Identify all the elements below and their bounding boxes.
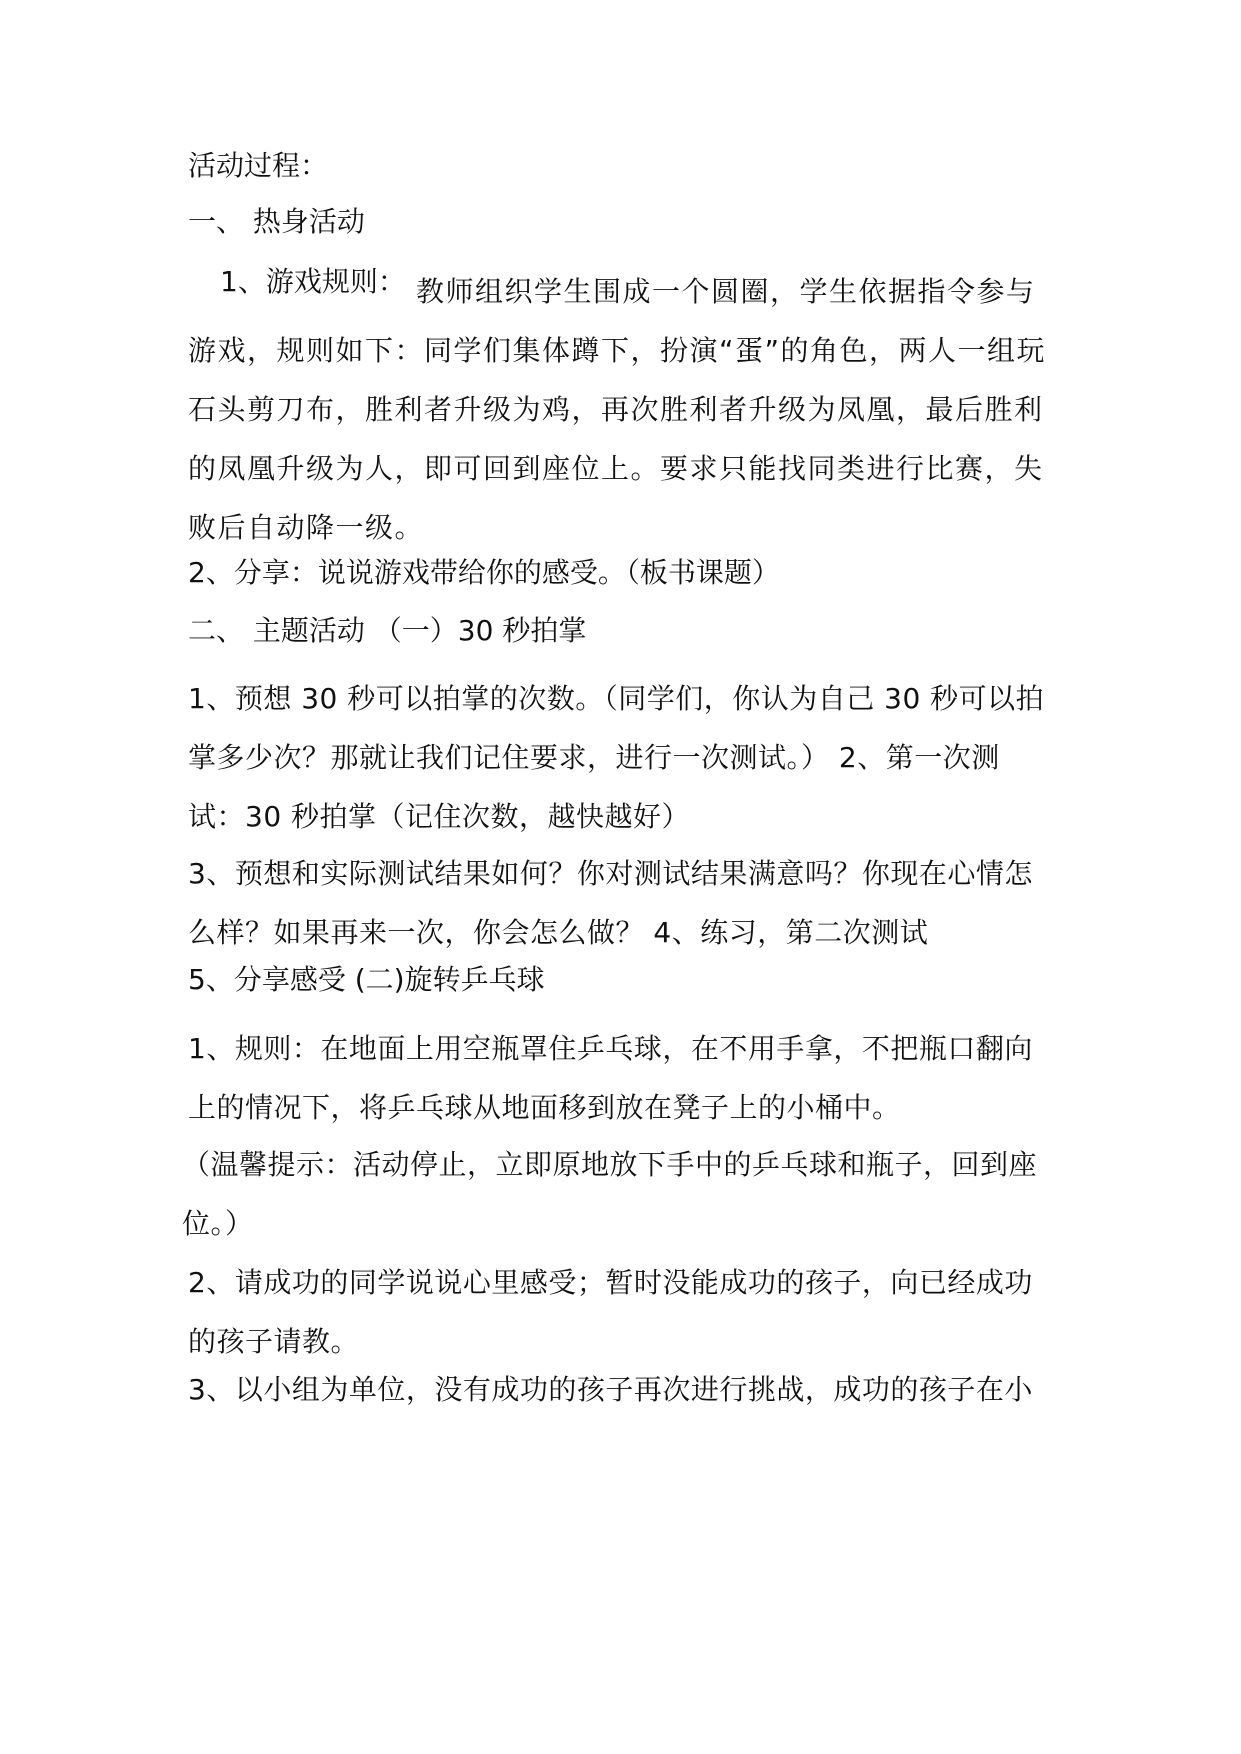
group-challenge-item: 3、以小组为单位，没有成功的孩子再次进行挑战，成功的孩子在小 [188,1373,1033,1406]
result-question-item: 3、预想和实际测试结果如何？你对测试结果满意吗？你现在心情怎么样？如果再来一次，你会怎么做？ 4、练习，第二次测试 [188,857,1033,949]
game-rules-label: 1、游戏规则： [220,265,406,298]
section-heading-warmup: 一、 热身活动 [188,205,365,238]
document-title: 活动过程： [188,149,329,182]
success-share-item: 2、请成功的同学说说心里感受；暂时没能成功的孩子，向已经成功的孩子请教。 [188,1266,1033,1358]
section-heading-main: 二、 主题活动 （一）30 秒拍掌 [188,614,587,647]
pingpong-rule-item: 1、规则：在地面上用空瓶罩住乒乓球，在不用手拿，不把瓶口翻向上的情况下，将乒乓球从地面移到放在凳子上的小桶中。 [188,1032,1033,1124]
game-rules-text: 教师组织学生围成一个圆圈，学生依据指令参与游戏，规则如下：同学们集体蹲下，扮演“蛋”的角色，两人一组玩石头剪刀布，胜利者升级为鸡，再次胜利者升级为凤凰，最后胜利的凤凰升级为人，即可回到座位上。要求只能找同类进行比赛，失败后自动降一级。 [188,275,1047,544]
share-item: 2、分享：说说游戏带给你的感受。（板书课题） [188,556,780,589]
warm-tip-item: （温馨提示：活动停止，立即原地放下手中的乒乓球和瓶子，回到座位。） [182,1148,1038,1240]
predict-clap-item: 1、预想 30 秒可以拍掌的次数。（同学们，你认为自己 30 秒可以拍掌多少次？那就让我们记住要求，进行一次测试。） 2、第一次测试：30 秒拍掌（记住次数，越快越好） [188,682,1045,833]
share-feeling-item: 5、分享感受 (二)旋转乒乓球 [188,963,545,996]
